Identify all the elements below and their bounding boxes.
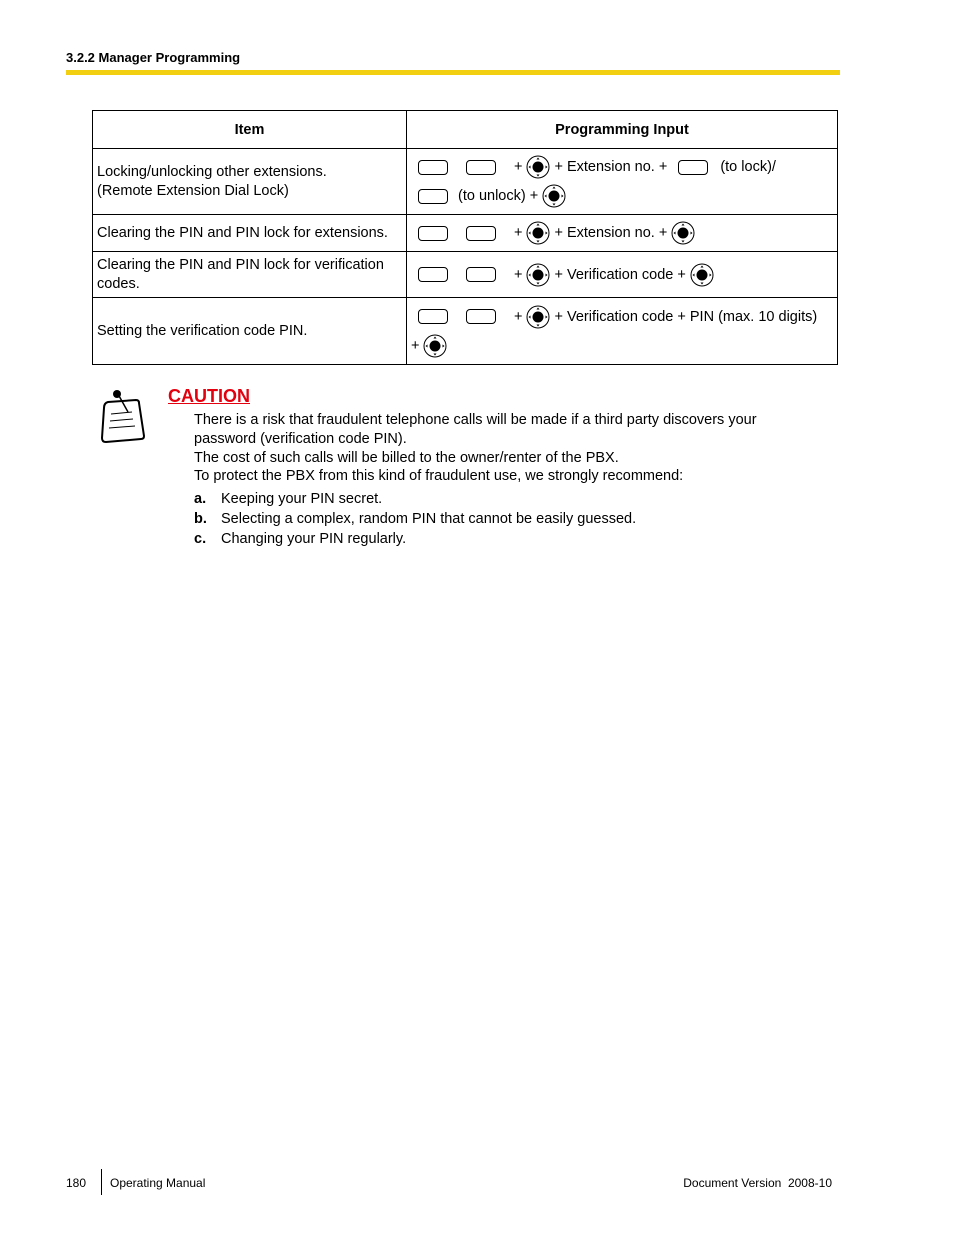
navigator-enter-key-icon [526, 263, 550, 287]
navigator-enter-key-icon [526, 221, 550, 245]
input-line [411, 302, 833, 331]
input-cell [407, 149, 838, 215]
input-cell [407, 252, 838, 298]
input-line [411, 219, 833, 248]
table-row [93, 298, 838, 365]
footer-manual-title: Operating Manual [110, 1176, 206, 1190]
item-cell [93, 298, 407, 365]
blank-key-icon [678, 160, 708, 175]
list-item-text: Changing your PIN regularly. [221, 530, 407, 547]
blank-key-icon [466, 160, 496, 175]
list-item [194, 489, 834, 509]
item-text-line: Setting the verification code PIN. [97, 322, 308, 339]
plus-sign: + [514, 225, 523, 241]
list-marker: a. [194, 490, 207, 507]
input-text: + Verification code + PIN (max. 10 digits) [554, 308, 818, 325]
section-title: 3.2.2 Manager Programming [66, 50, 241, 65]
input-text: + Verification code + [554, 266, 686, 283]
item-cell [93, 252, 407, 298]
input-cell [407, 215, 838, 252]
page-number: 180 [66, 1176, 87, 1190]
input-line [411, 260, 833, 289]
list-item [194, 529, 834, 549]
footer-document-version: Document Version 2008-10 [683, 1176, 832, 1190]
list-marker: b. [194, 510, 207, 527]
blank-key-icon [418, 226, 448, 241]
caution-paragraph: To protect the PBX from this kind of fraudulent use, we strongly recommend: [194, 468, 684, 485]
caution-paragraph: The cost of such calls will be billed to the owner/renter of the PBX. [194, 449, 619, 466]
item-text-line: Locking/unlocking other extensions. [97, 163, 327, 180]
input-line [411, 153, 833, 182]
navigator-enter-key-icon [542, 184, 566, 208]
blank-key-icon [418, 189, 448, 204]
input-text: (to unlock) + [458, 188, 539, 204]
list-item [194, 509, 834, 529]
column-header-programming-input: Programming Input [407, 111, 838, 149]
caution-paragraph: password (verification code PIN). [194, 430, 407, 447]
input-line [411, 182, 833, 211]
list-item-text: Keeping your PIN secret. [221, 490, 383, 507]
notepad-pin-icon [98, 388, 148, 446]
item-cell [93, 215, 407, 252]
table-header-row [93, 111, 838, 149]
blank-key-icon [418, 267, 448, 282]
column-header-item: Item [93, 111, 407, 149]
item-cell [93, 149, 407, 215]
input-text: + [411, 337, 420, 354]
navigator-enter-key-icon [671, 221, 695, 245]
table-row [93, 215, 838, 252]
input-text: + Extension no. + [554, 159, 668, 175]
item-text-line: (Remote Extension Dial Lock) [97, 182, 289, 199]
caution-body [194, 411, 834, 549]
navigator-enter-key-icon [690, 263, 714, 287]
input-text: + Extension no. + [554, 225, 668, 241]
navigator-enter-key-icon [526, 305, 550, 329]
blank-key-icon [418, 160, 448, 175]
list-marker: c. [194, 530, 207, 547]
plus-sign: + [514, 159, 523, 175]
plus-sign: + [514, 266, 523, 283]
blank-key-icon [466, 267, 496, 282]
blank-key-icon [418, 309, 448, 324]
blank-key-icon [466, 226, 496, 241]
table-row [93, 252, 838, 298]
navigator-enter-key-icon [526, 155, 550, 179]
plus-sign: + [514, 308, 523, 325]
footer-divider [101, 1169, 102, 1195]
header-rule [66, 70, 840, 75]
navigator-enter-key-icon [423, 334, 447, 358]
input-cell [407, 298, 838, 365]
programming-table [92, 110, 838, 365]
item-text-line: Clearing the PIN and PIN lock for verification [97, 256, 384, 273]
caution-paragraph: There is a risk that fraudulent telephone calls will be made if a third party discovers your [194, 412, 757, 428]
input-suffix: (to lock)/ [720, 159, 776, 175]
list-item-text: Selecting a complex, random PIN that cannot be easily guessed. [221, 510, 637, 527]
caution-title: CAUTION [168, 386, 250, 406]
table-row [93, 149, 838, 215]
recommendation-list [194, 489, 834, 549]
item-text-line: Clearing the PIN and PIN lock for extensions. [97, 224, 388, 241]
input-line [411, 331, 833, 360]
item-text-line: codes. [97, 275, 140, 292]
blank-key-icon [466, 309, 496, 324]
